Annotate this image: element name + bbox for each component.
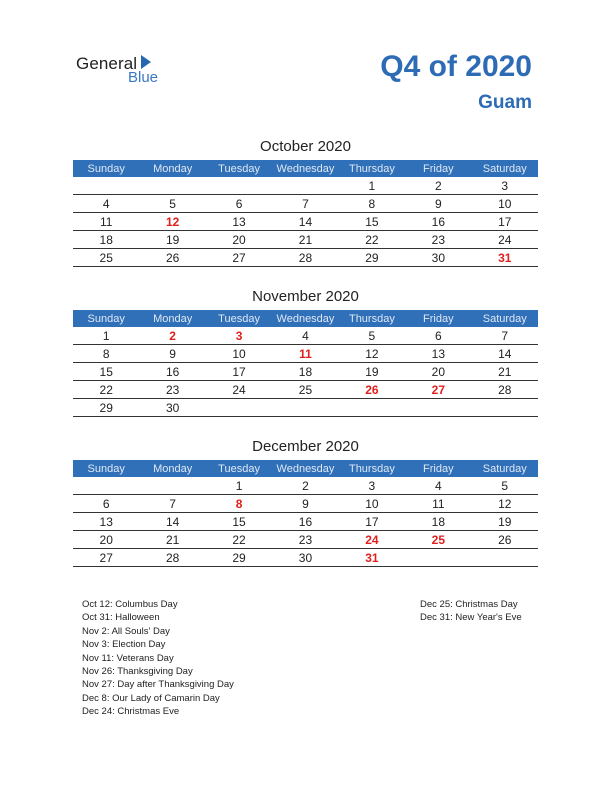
day-cell: 24 bbox=[206, 381, 272, 399]
day-cell: 15 bbox=[73, 363, 139, 381]
holiday-day-cell: 11 bbox=[272, 345, 338, 363]
empty-day-cell bbox=[472, 399, 538, 417]
empty-day-cell bbox=[272, 177, 338, 195]
holiday-list-right bbox=[420, 598, 522, 625]
day-cell: 9 bbox=[405, 195, 471, 213]
month-title: November 2020 bbox=[252, 288, 359, 305]
weekday-header: Thursday bbox=[339, 310, 405, 327]
week-row bbox=[73, 195, 538, 213]
day-cell: 6 bbox=[73, 495, 139, 513]
day-cell: 21 bbox=[472, 363, 538, 381]
day-cell: 2 bbox=[272, 477, 338, 495]
day-cell: 29 bbox=[73, 399, 139, 417]
day-cell: 7 bbox=[272, 195, 338, 213]
logo-text-general: General bbox=[76, 54, 138, 73]
holiday-note: Oct 31: Halloween bbox=[82, 612, 160, 624]
quarter-title: Q4 of 2020 bbox=[380, 50, 532, 83]
region-title: Guam bbox=[478, 92, 532, 113]
holiday-note: Dec 25: Christmas Day bbox=[420, 599, 518, 610]
holiday-list-left bbox=[82, 598, 234, 719]
day-cell: 10 bbox=[206, 345, 272, 363]
weekday-header: Wednesday bbox=[272, 160, 338, 177]
day-cell: 27 bbox=[73, 549, 139, 567]
weekday-header: Saturday bbox=[472, 310, 538, 327]
day-cell: 8 bbox=[339, 195, 405, 213]
day-cell: 1 bbox=[339, 177, 405, 195]
day-cell: 19 bbox=[339, 363, 405, 381]
day-cell: 17 bbox=[206, 363, 272, 381]
day-cell: 5 bbox=[339, 327, 405, 345]
holiday-day-cell: 27 bbox=[405, 381, 471, 399]
day-cell: 1 bbox=[73, 327, 139, 345]
day-cell: 3 bbox=[339, 477, 405, 495]
day-cell: 21 bbox=[139, 531, 205, 549]
month-october bbox=[73, 138, 538, 267]
week-row bbox=[73, 327, 538, 345]
weekday-header: Saturday bbox=[472, 460, 538, 477]
day-cell: 10 bbox=[472, 195, 538, 213]
day-cell: 16 bbox=[272, 513, 338, 531]
day-cell: 29 bbox=[339, 249, 405, 267]
empty-day-cell bbox=[339, 399, 405, 417]
weekday-header: Friday bbox=[405, 160, 471, 177]
brand-logo bbox=[76, 54, 186, 88]
day-cell: 23 bbox=[139, 381, 205, 399]
day-cell: 5 bbox=[139, 195, 205, 213]
holiday-note: Nov 26: Thanksgiving Day bbox=[82, 666, 193, 678]
empty-day-cell bbox=[472, 549, 538, 567]
day-cell: 11 bbox=[405, 495, 471, 513]
week-row bbox=[73, 495, 538, 513]
weekday-header: Monday bbox=[139, 310, 205, 327]
empty-day-cell bbox=[139, 477, 205, 495]
day-cell: 30 bbox=[405, 249, 471, 267]
week-row bbox=[73, 363, 538, 381]
week-row bbox=[73, 345, 538, 363]
day-cell: 21 bbox=[272, 231, 338, 249]
month-title: October 2020 bbox=[260, 138, 351, 155]
empty-day-cell bbox=[206, 399, 272, 417]
day-cell: 22 bbox=[339, 231, 405, 249]
day-cell: 20 bbox=[405, 363, 471, 381]
weekday-header-row bbox=[73, 310, 538, 327]
day-cell: 6 bbox=[206, 195, 272, 213]
day-cell: 23 bbox=[405, 231, 471, 249]
holiday-note: Nov 11: Veterans Day bbox=[82, 652, 174, 664]
day-cell: 29 bbox=[206, 549, 272, 567]
day-cell: 16 bbox=[139, 363, 205, 381]
logo-flag-icon bbox=[141, 55, 151, 69]
week-row bbox=[73, 531, 538, 549]
day-cell: 18 bbox=[73, 231, 139, 249]
month-calendar bbox=[73, 310, 538, 417]
weekday-header: Monday bbox=[139, 160, 205, 177]
holiday-day-cell: 2 bbox=[139, 327, 205, 345]
day-cell: 6 bbox=[405, 327, 471, 345]
day-cell: 20 bbox=[73, 531, 139, 549]
empty-day-cell bbox=[405, 549, 471, 567]
week-row bbox=[73, 213, 538, 231]
day-cell: 7 bbox=[472, 327, 538, 345]
empty-day-cell bbox=[139, 177, 205, 195]
logo-text-blue: Blue bbox=[128, 69, 159, 86]
day-cell: 13 bbox=[405, 345, 471, 363]
day-cell: 7 bbox=[139, 495, 205, 513]
holiday-day-cell: 8 bbox=[206, 495, 272, 513]
day-cell: 18 bbox=[272, 363, 338, 381]
day-cell: 24 bbox=[472, 231, 538, 249]
holiday-day-cell: 26 bbox=[339, 381, 405, 399]
day-cell: 9 bbox=[139, 345, 205, 363]
day-cell: 5 bbox=[472, 477, 538, 495]
holiday-day-cell: 31 bbox=[339, 549, 405, 567]
weekday-header: Friday bbox=[405, 460, 471, 477]
empty-day-cell bbox=[73, 177, 139, 195]
weekday-header: Tuesday bbox=[206, 310, 272, 327]
weekday-header: Sunday bbox=[73, 310, 139, 327]
day-cell: 22 bbox=[73, 381, 139, 399]
holiday-note: Nov 27: Day after Thanksgiving Day bbox=[82, 679, 234, 691]
day-cell: 18 bbox=[405, 513, 471, 531]
month-title: December 2020 bbox=[252, 438, 359, 455]
day-cell: 17 bbox=[472, 213, 538, 231]
day-cell: 25 bbox=[272, 381, 338, 399]
week-row bbox=[73, 177, 538, 195]
day-cell: 30 bbox=[272, 549, 338, 567]
day-cell: 30 bbox=[139, 399, 205, 417]
day-cell: 14 bbox=[472, 345, 538, 363]
day-cell: 20 bbox=[206, 231, 272, 249]
day-cell: 17 bbox=[339, 513, 405, 531]
day-cell: 14 bbox=[272, 213, 338, 231]
day-cell: 9 bbox=[272, 495, 338, 513]
day-cell: 28 bbox=[139, 549, 205, 567]
month-calendar bbox=[73, 460, 538, 567]
holiday-day-cell: 12 bbox=[139, 213, 205, 231]
day-cell: 19 bbox=[139, 231, 205, 249]
day-cell: 22 bbox=[206, 531, 272, 549]
day-cell: 4 bbox=[272, 327, 338, 345]
day-cell: 13 bbox=[73, 513, 139, 531]
day-cell: 8 bbox=[73, 345, 139, 363]
week-row bbox=[73, 513, 538, 531]
weekday-header: Tuesday bbox=[206, 160, 272, 177]
week-row bbox=[73, 381, 538, 399]
week-row bbox=[73, 549, 538, 567]
day-cell: 10 bbox=[339, 495, 405, 513]
day-cell: 14 bbox=[139, 513, 205, 531]
day-cell: 15 bbox=[206, 513, 272, 531]
holiday-note: Oct 12: Columbus Day bbox=[82, 599, 178, 610]
holiday-note: Dec 31: New Year's Eve bbox=[420, 612, 522, 624]
weekday-header: Wednesday bbox=[272, 460, 338, 477]
weekday-header: Sunday bbox=[73, 160, 139, 177]
day-cell: 12 bbox=[339, 345, 405, 363]
week-row bbox=[73, 249, 538, 267]
holiday-note: Dec 8: Our Lady of Camarin Day bbox=[82, 692, 220, 704]
empty-day-cell bbox=[206, 177, 272, 195]
holiday-day-cell: 24 bbox=[339, 531, 405, 549]
month-november bbox=[73, 288, 538, 417]
day-cell: 28 bbox=[272, 249, 338, 267]
day-cell: 25 bbox=[73, 249, 139, 267]
holiday-day-cell: 25 bbox=[405, 531, 471, 549]
weekday-header: Friday bbox=[405, 310, 471, 327]
week-row bbox=[73, 477, 538, 495]
day-cell: 11 bbox=[73, 213, 139, 231]
weekday-header: Saturday bbox=[472, 160, 538, 177]
day-cell: 3 bbox=[472, 177, 538, 195]
month-december bbox=[73, 438, 538, 567]
empty-day-cell bbox=[73, 477, 139, 495]
day-cell: 27 bbox=[206, 249, 272, 267]
weekday-header: Wednesday bbox=[272, 310, 338, 327]
day-cell: 4 bbox=[73, 195, 139, 213]
day-cell: 15 bbox=[339, 213, 405, 231]
day-cell: 12 bbox=[472, 495, 538, 513]
month-calendar bbox=[73, 160, 538, 267]
holiday-note: Nov 3: Election Day bbox=[82, 639, 166, 651]
day-cell: 13 bbox=[206, 213, 272, 231]
week-row bbox=[73, 399, 538, 417]
weekday-header: Sunday bbox=[73, 460, 139, 477]
day-cell: 26 bbox=[472, 531, 538, 549]
day-cell: 4 bbox=[405, 477, 471, 495]
day-cell: 26 bbox=[139, 249, 205, 267]
empty-day-cell bbox=[272, 399, 338, 417]
holiday-day-cell: 31 bbox=[472, 249, 538, 267]
day-cell: 28 bbox=[472, 381, 538, 399]
day-cell: 19 bbox=[472, 513, 538, 531]
holiday-note: Dec 24: Christmas Eve bbox=[82, 706, 180, 718]
weekday-header: Tuesday bbox=[206, 460, 272, 477]
day-cell: 2 bbox=[405, 177, 471, 195]
weekday-header: Thursday bbox=[339, 460, 405, 477]
holiday-note: Nov 2: All Souls' Day bbox=[82, 625, 170, 637]
day-cell: 23 bbox=[272, 531, 338, 549]
day-cell: 1 bbox=[206, 477, 272, 495]
weekday-header: Thursday bbox=[339, 160, 405, 177]
weekday-header-row bbox=[73, 460, 538, 477]
empty-day-cell bbox=[405, 399, 471, 417]
weekday-header: Monday bbox=[139, 460, 205, 477]
weekday-header-row bbox=[73, 160, 538, 177]
holiday-day-cell: 3 bbox=[206, 327, 272, 345]
week-row bbox=[73, 231, 538, 249]
day-cell: 16 bbox=[405, 213, 471, 231]
